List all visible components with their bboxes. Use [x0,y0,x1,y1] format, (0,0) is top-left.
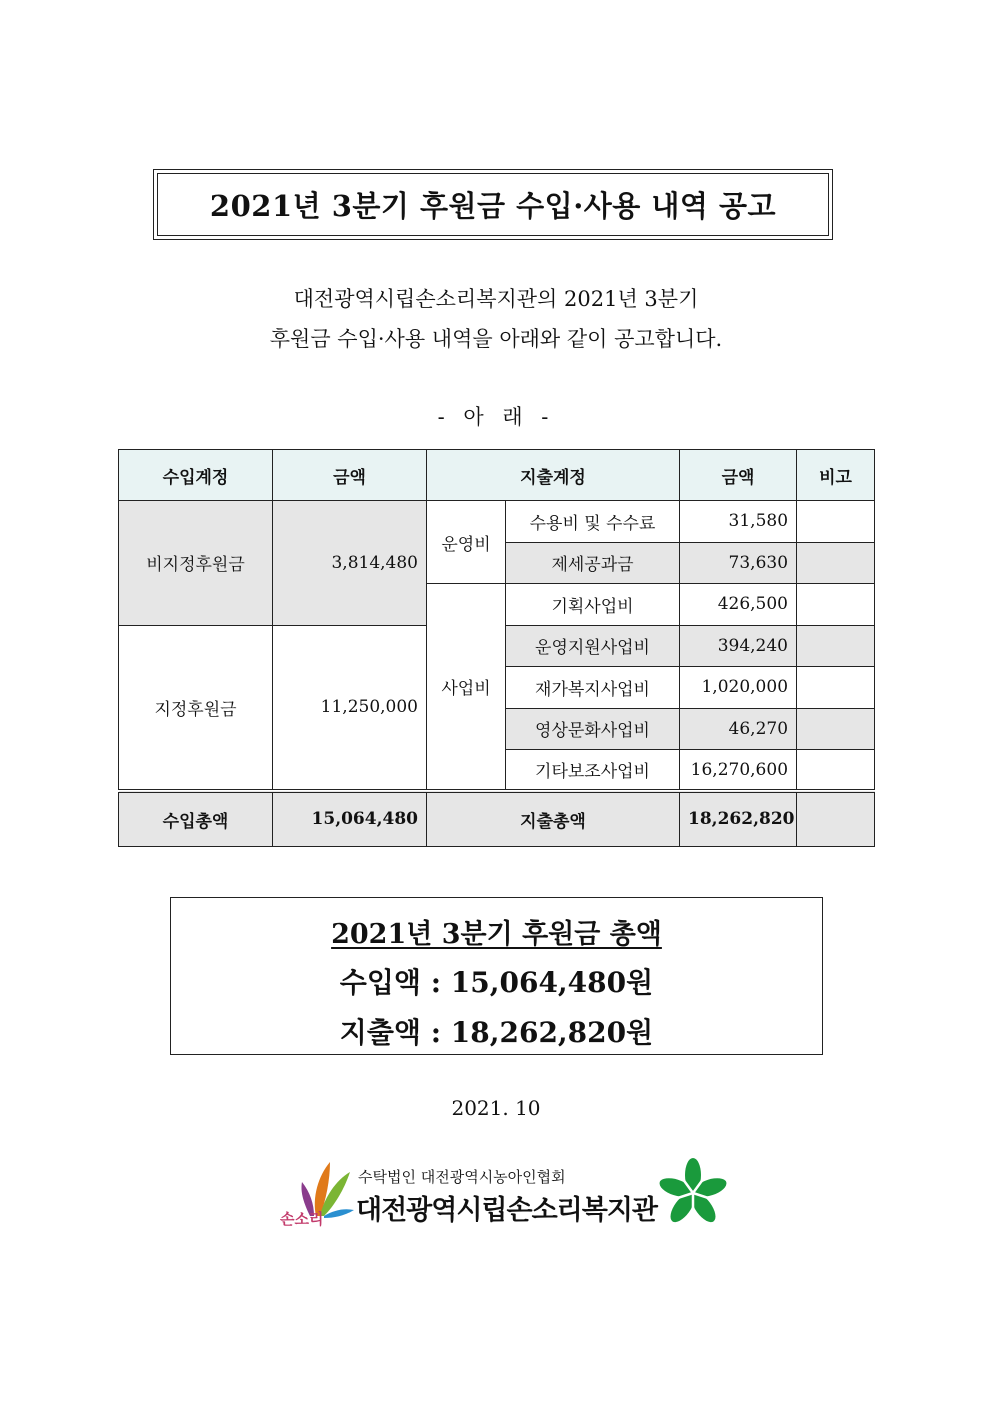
expense-item-cell: 기타보조사업비 [506,750,680,792]
remarks-cell [797,750,875,792]
remarks-cell [797,625,875,667]
sonsori-mark-icon [280,1162,354,1228]
total-expense-amount: 18,262,820 [680,791,797,846]
header-amount-1: 금액 [273,450,427,501]
intro-line-2: 후원금 수입·사용 내역을 아래와 같이 공고합니다. [269,327,723,351]
org-name: 대전광역시립손소리복지관 [356,1195,657,1226]
expense-item-cell: 영상문화사업비 [506,708,680,750]
org-subtitle: 수탁법인 대전광역시농아인협회 [358,1168,566,1186]
expense-item-cell: 수용비 및 수수료 [506,501,680,543]
income-amount-cell: 3,814,480 [273,501,427,626]
expense-amount-cell: 16,270,600 [680,750,797,792]
total-income-amount: 15,064,480 [273,791,427,846]
total-expense-label: 지출총액 [427,791,680,846]
expense-amount-cell: 46,270 [680,708,797,750]
remarks-cell [797,501,875,543]
header-expense-account: 지출계정 [427,450,680,501]
expense-group-cell: 운영비 [427,501,506,584]
income-account-cell: 비지정후원금 [119,501,273,626]
section-label: - 아 래 - [437,405,555,429]
expense-amount-cell: 31,580 [680,501,797,543]
header-income-account: 수입계정 [119,450,273,501]
expense-amount-cell: 394,240 [680,625,797,667]
summary-title-wrap [171,912,822,951]
summary-expense-line: 지출액 : 18,262,820원 [339,1016,654,1049]
expense-group-cell: 사업비 [427,584,506,792]
remarks-cell [797,667,875,709]
table-row [119,501,875,543]
notice-date: 2021. 10 [451,1096,541,1120]
summary-box [170,897,823,1055]
header-remarks: 비고 [797,450,875,501]
expense-item-cell: 재가복지사업비 [506,667,680,709]
totals-row [119,791,875,846]
summary-income-line: 수입액 : 15,064,480원 [339,966,654,999]
income-amount-cell: 11,250,000 [273,625,427,791]
remarks-cell [797,708,875,750]
header-amount-2: 금액 [680,450,797,501]
expense-amount-cell: 73,630 [680,542,797,584]
income-expense-table [118,449,875,847]
expense-amount-cell: 426,500 [680,584,797,626]
logo-wordmark: 손소리 [280,1210,324,1228]
total-income-label: 수입총액 [119,791,273,846]
intro-line-1: 대전광역시립손소리복지관의 2021년 3분기 [293,287,699,311]
total-remarks-cell [797,791,875,846]
expense-item-cell: 기획사업비 [506,584,680,626]
table-header-row [119,450,875,501]
expense-item-cell: 운영지원사업비 [506,625,680,667]
title-box [153,169,833,240]
page-title: 2021년 3분기 후원금 수입·사용 내역 공고 [157,173,829,236]
summary-title: 2021년 3분기 후원금 총액 [331,919,662,950]
flower-icon [657,1158,729,1226]
remarks-cell [797,584,875,626]
expense-amount-cell: 1,020,000 [680,667,797,709]
remarks-cell [797,542,875,584]
expense-item-cell: 제세공과금 [506,542,680,584]
income-account-cell: 지정후원금 [119,625,273,791]
